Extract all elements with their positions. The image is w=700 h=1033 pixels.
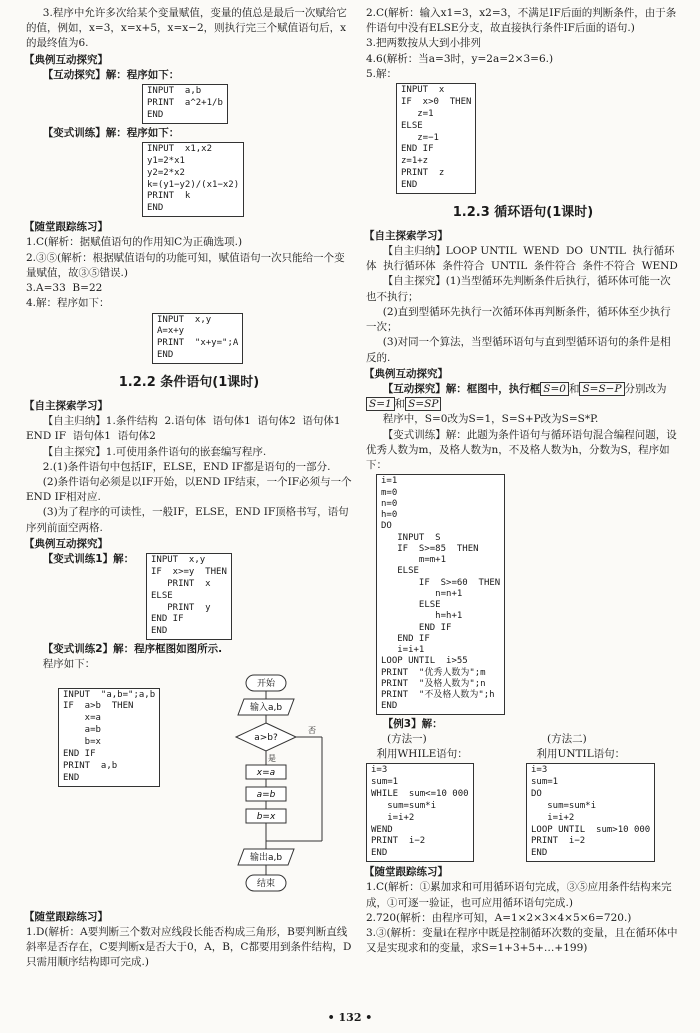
answer-line: 2.C(解析：输入x1=3，x2=3，不满足IF后面的判断条件，由于条件语句中没有ELSE分支，故直接执行条件IF后面的语句.) <box>366 7 677 35</box>
section-heading: 【随堂跟踪练习】 <box>24 910 108 923</box>
code-box: i=3 sum=1 DO sum=sum*i i=i+2 LOOP UNTIL sum>10 000 PRINT i−2 END <box>526 763 655 862</box>
answer-line: 1.C(解析：据赋值语句的作用知C为正确选项.) <box>26 236 243 249</box>
hudong-lead: 【互动探究】解：框图中，执行框 <box>382 383 541 395</box>
boxed-expr: S=S−P <box>579 382 624 396</box>
method-two <box>526 732 656 864</box>
exercise-label: 【互动探究】解：程序如下： <box>42 68 180 81</box>
section-heading: 【自主探索学习】 <box>364 229 448 242</box>
decision-label: a>b? <box>254 732 278 743</box>
left-column <box>26 6 352 970</box>
assign-a-label: a=b <box>256 789 276 800</box>
boxed-expr: S=1 <box>366 397 395 411</box>
method-desc: 利用UNTIL语句： <box>536 748 626 760</box>
code-box: INPUT x1,x2 y1=2*x1 y2=2*x2 k=(y1−y2)/(x1−x2) PRINT k END <box>142 142 244 217</box>
end-label: 结束 <box>256 878 276 889</box>
section-heading: 【典例互动探究】 <box>24 53 108 66</box>
boxed-expr: S=0 <box>540 382 569 396</box>
explore-paragraph: (3)对同一个算法，当型循环语句与直到型循环语句的条件是相反的. <box>366 336 671 364</box>
answer-line: 2.720(解析：由程序可知，A=1×2×3×4×5×6=720.) <box>366 911 632 924</box>
section-title: 1.2.3 循环语句(1课时) <box>452 204 594 220</box>
yes-label: 是 <box>268 753 276 763</box>
conj: 分别改为 <box>624 383 667 395</box>
method-title: (方法一) <box>387 732 427 745</box>
summary-paragraph: 【自主归纳】LOOP UNTIL WEND DO UNTIL 执行循环体 执行循环体 条件符合 UNTIL 条件符合 条件不符合 WEND <box>366 245 678 273</box>
conj: 和 <box>568 383 580 395</box>
answer-line: 4.解：程序如下： <box>26 297 110 310</box>
exercise-label: 【变式训练1】解： <box>42 553 135 566</box>
section-title: 1.2.2 条件语句(1课时) <box>118 375 260 390</box>
explore-paragraph: (2)直到型循环先执行一次循环体再判断条件，循环体至少执行一次； <box>366 305 671 334</box>
flowchart <box>216 673 352 905</box>
code-box: i=3 sum=1 WHILE sum<=10 000 sum=sum*i i=i+2 WEND PRINT i−2 END <box>366 763 474 862</box>
boxed-expr: S=SP <box>405 397 441 411</box>
explore-paragraph: (2)条件语句必须是以IF开始，以END IF结束，一个IF必须与一个END IF相对应. <box>26 475 352 504</box>
answer-line: 3.A=33 B=22 <box>26 282 103 295</box>
program-label: 程序如下： <box>42 658 96 671</box>
method-desc: 利用WHILE语句： <box>376 748 468 760</box>
explore-paragraph: (3)为了程序的可读性，一般IF，ELSE，END IF顶格书写，语句序列前面空两格. <box>26 506 349 534</box>
assign-b-label: b=x <box>256 811 276 822</box>
assign-x-label: x=a <box>256 767 276 778</box>
exercise-label: 【变式训练】解：程序如下： <box>42 126 180 139</box>
hudong-text: 程序中，S=0改为S=1，S=S+P改为S=S*P. <box>382 413 599 426</box>
conj: 和 <box>394 398 406 411</box>
answer-line: 4.6(解析：当a=3时，y=2a=2×3=6.) <box>366 52 554 65</box>
explore-paragraph: 2.(1)条件语句中包括IF，ELSE，END IF都是语句的一部分. <box>42 460 331 473</box>
answer-line: 1.C(解析：①累加求和可用循环语句完成，③⑤应用条件结构来完成，①可逐一验证，也可应用循环语句完成.) <box>366 881 672 909</box>
bianshi-paragraph: 【变式训练】解：此题为条件语句与循环语句混合编程问题，设优秀人数为m，及格人数为n，不及格人数为h，分数为S，程序如下： <box>366 428 677 472</box>
example-label: 【例3】解： <box>382 717 443 730</box>
section-heading: 【典例互动探究】 <box>364 367 448 380</box>
explore-paragraph: 【自主探究】(1)当型循环先判断条件后执行，循环体可能一次也不执行； <box>366 275 671 303</box>
intro-paragraph: 3.程序中允许多次给某个变量赋值，变量的值总是最后一次赋给它的值，例如，x=3，x=x+5，x=x−2，则执行完三个赋值语句后，x的最终值为6. <box>26 7 347 50</box>
code-box: INPUT x,y A=x+y PRINT "x+y=";A END <box>152 313 243 365</box>
answer-line: 2.③⑤(解析：根据赋值语句的功能可知，赋值语句一次只能给一个变量赋值，故③⑤错误.) <box>26 251 345 279</box>
answer-line: 3.把两数按从大到小排列 <box>366 37 482 50</box>
hudong-paragraph <box>366 382 680 412</box>
code-box: INPUT "a,b=";a,b IF a>b THEN x=a a=b b=x END IF PRINT a,b END <box>58 688 160 787</box>
answer-line: 1.D(解析：A要判断三个数对应线段长能否构成三角形，B要判断直线斜率是否存在，C要判断x是否大于0，A，B，C都要用到条件结构，D只需用顺序结构即可完成.) <box>26 925 352 969</box>
code-box: INPUT x,y IF x>=y THEN PRINT x ELSE PRINT y END IF END <box>146 553 232 640</box>
summary-paragraph: 【自主归纳】1.条件结构 2.语句体 语句体1 语句体2 语句体1 END IF 语句体1 语句体2 <box>26 415 348 443</box>
code-box: i=1 m=0 n=0 h=0 DO INPUT S IF S>=85 THEN m=m+1 ELSE IF S>=60 THEN n=n+1 ELSE h=h+1 END IF END IF i=i+1 LOOP UNTIL i>55 PRINT "优秀人数为";m PRINT "及格人数为";n PRINT "不及格人数为";h END <box>376 474 505 714</box>
start-label: 开始 <box>256 678 276 689</box>
output-label: 输出a,b <box>249 852 283 863</box>
section-heading: 【随堂跟踪练习】 <box>24 221 108 234</box>
code-box: INPUT x IF x>0 THEN z=1 ELSE z=−1 END IF z=1+z PRINT z END <box>396 83 476 194</box>
method-one <box>366 732 496 864</box>
exercise-label: 【变式训练2】解：程序框图如图所示. <box>42 643 223 656</box>
explore-paragraph: 【自主探究】1.可使用条件语句的嵌套编写程序. <box>42 445 267 458</box>
input-label: 输入a,b <box>249 702 283 713</box>
section-heading: 【典例互动探究】 <box>24 537 108 550</box>
no-label: 否 <box>308 725 316 735</box>
answer-line: 3.③(解析：变量i在程序中既是控制循环次数的变量，且在循环体中又是实现求和的变量，求S=1+3+5+…+199) <box>366 927 678 955</box>
code-box: INPUT a,b PRINT a^2+1/b END <box>142 84 228 124</box>
answer-line: 5.解： <box>366 67 398 80</box>
right-column <box>366 6 680 957</box>
section-heading: 【随堂跟踪练习】 <box>364 866 448 879</box>
section-heading: 【自主探索学习】 <box>24 399 108 412</box>
page-number: • 132 • <box>327 1011 373 1024</box>
method-title: (方法二) <box>547 732 587 745</box>
